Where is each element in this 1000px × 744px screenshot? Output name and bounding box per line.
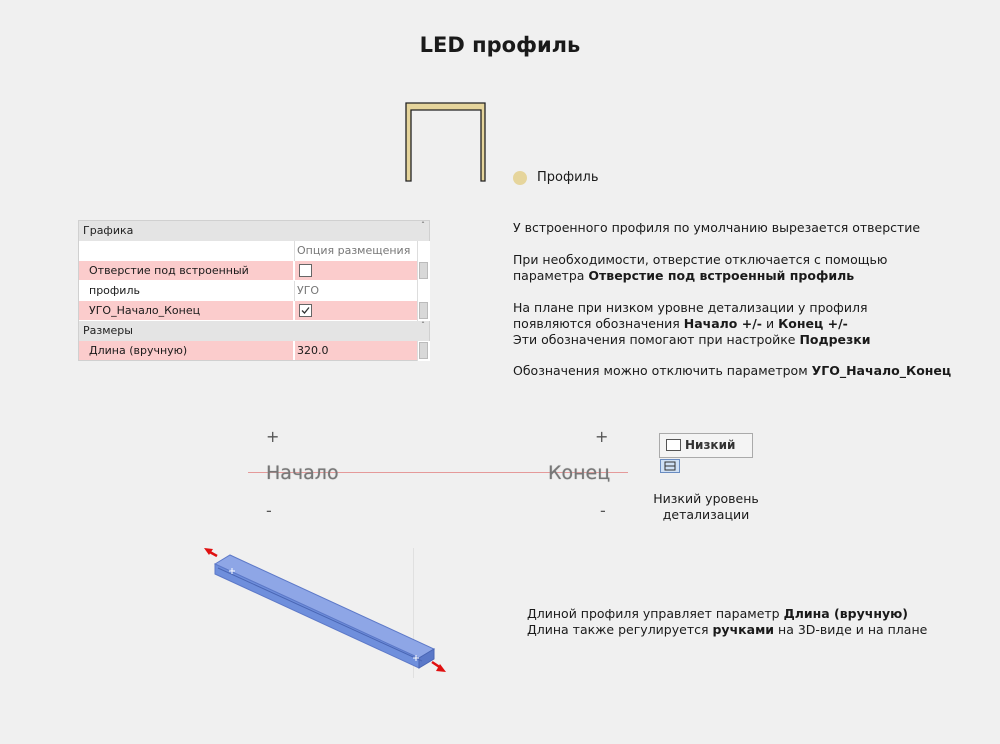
collapse-icon[interactable]: ˆ bbox=[421, 221, 425, 230]
ugo-checkbox[interactable] bbox=[299, 304, 312, 317]
note-line: появляются обозначения Начало +/- и Конец +/- bbox=[513, 316, 848, 331]
detail-low-icon[interactable] bbox=[660, 459, 680, 473]
scrollbar[interactable] bbox=[417, 341, 430, 361]
start-minus: - bbox=[266, 501, 272, 520]
note-ugo-disable: Обозначения можно отключить параметром УГО_Начало_Конец bbox=[513, 363, 952, 378]
scrollbar-thumb[interactable] bbox=[419, 262, 428, 279]
note-line: При необходимости, отверстие отключается с помощью bbox=[513, 252, 888, 267]
scrollbar-thumb[interactable] bbox=[419, 342, 428, 359]
group-header-graphics[interactable] bbox=[79, 221, 429, 241]
caption-line: детализации bbox=[662, 507, 750, 522]
group-label: Графика bbox=[83, 224, 134, 237]
detail-level-button[interactable] bbox=[659, 433, 753, 458]
note-line: Длина также регулируется ручками на 3D-виде и на плане bbox=[527, 622, 928, 637]
detail-level-label: Низкий bbox=[685, 438, 736, 452]
table-row-ugo bbox=[79, 301, 429, 321]
group-label: Размеры bbox=[83, 324, 133, 337]
note-symbols bbox=[513, 300, 871, 348]
detail-level-caption bbox=[640, 491, 772, 523]
note-line: параметра Отверстие под встроенный профиль bbox=[513, 268, 855, 283]
end-label: Конец bbox=[548, 462, 611, 484]
page-title: LED профиль bbox=[419, 33, 581, 57]
hole-param-value bbox=[295, 261, 417, 280]
detail-level-icon bbox=[666, 439, 681, 451]
note-line: Длиной профиля управляет параметр Длина (вручную) bbox=[527, 606, 908, 621]
length-param-label: Длина (вручную) bbox=[79, 341, 293, 360]
note-hole-toggle bbox=[513, 252, 887, 284]
end-plus: + bbox=[595, 427, 609, 446]
table-row bbox=[79, 281, 429, 301]
legend-label: Профиль bbox=[537, 170, 599, 185]
note-line: Эти обозначения помогают при настройке Подрезки bbox=[513, 332, 871, 347]
note-line: На плане при низком уровне детализации у профиля bbox=[513, 300, 868, 315]
profile-3d-view bbox=[200, 540, 455, 680]
start-label: Начало bbox=[266, 462, 339, 484]
table-row bbox=[79, 241, 429, 261]
table-row-length bbox=[79, 341, 429, 361]
profile-section-drawing bbox=[404, 102, 488, 182]
hole-checkbox[interactable] bbox=[299, 264, 312, 277]
drag-arrow-end-icon bbox=[432, 662, 446, 672]
note-length bbox=[527, 606, 927, 638]
length-param-value[interactable]: 320.0 bbox=[295, 341, 417, 360]
start-plus: + bbox=[266, 427, 280, 446]
legend-swatch-profile bbox=[513, 171, 527, 185]
collapse-icon[interactable]: ˆ bbox=[421, 321, 425, 330]
end-minus: - bbox=[600, 501, 606, 520]
note-hole-default: У встроенного профиля по умолчанию вырезается отверстие bbox=[513, 220, 921, 235]
ugo-param-value bbox=[295, 301, 417, 320]
checkmark-icon bbox=[300, 305, 311, 316]
ugo-group-label: УГО bbox=[297, 284, 320, 297]
drag-arrow-start-icon bbox=[204, 548, 217, 556]
caption-line: Низкий уровень bbox=[653, 491, 759, 506]
scrollbar[interactable] bbox=[417, 281, 430, 301]
hole-param-label: Отверстие под встроенный профиль bbox=[79, 261, 293, 280]
group-header-sizes[interactable] bbox=[79, 321, 429, 341]
properties-table bbox=[78, 220, 430, 361]
placement-option-label: Опция размещения bbox=[297, 244, 411, 257]
ugo-param-label: УГО_Начало_Конец bbox=[79, 301, 293, 320]
scrollbar[interactable] bbox=[417, 241, 430, 261]
scrollbar[interactable] bbox=[417, 261, 430, 281]
